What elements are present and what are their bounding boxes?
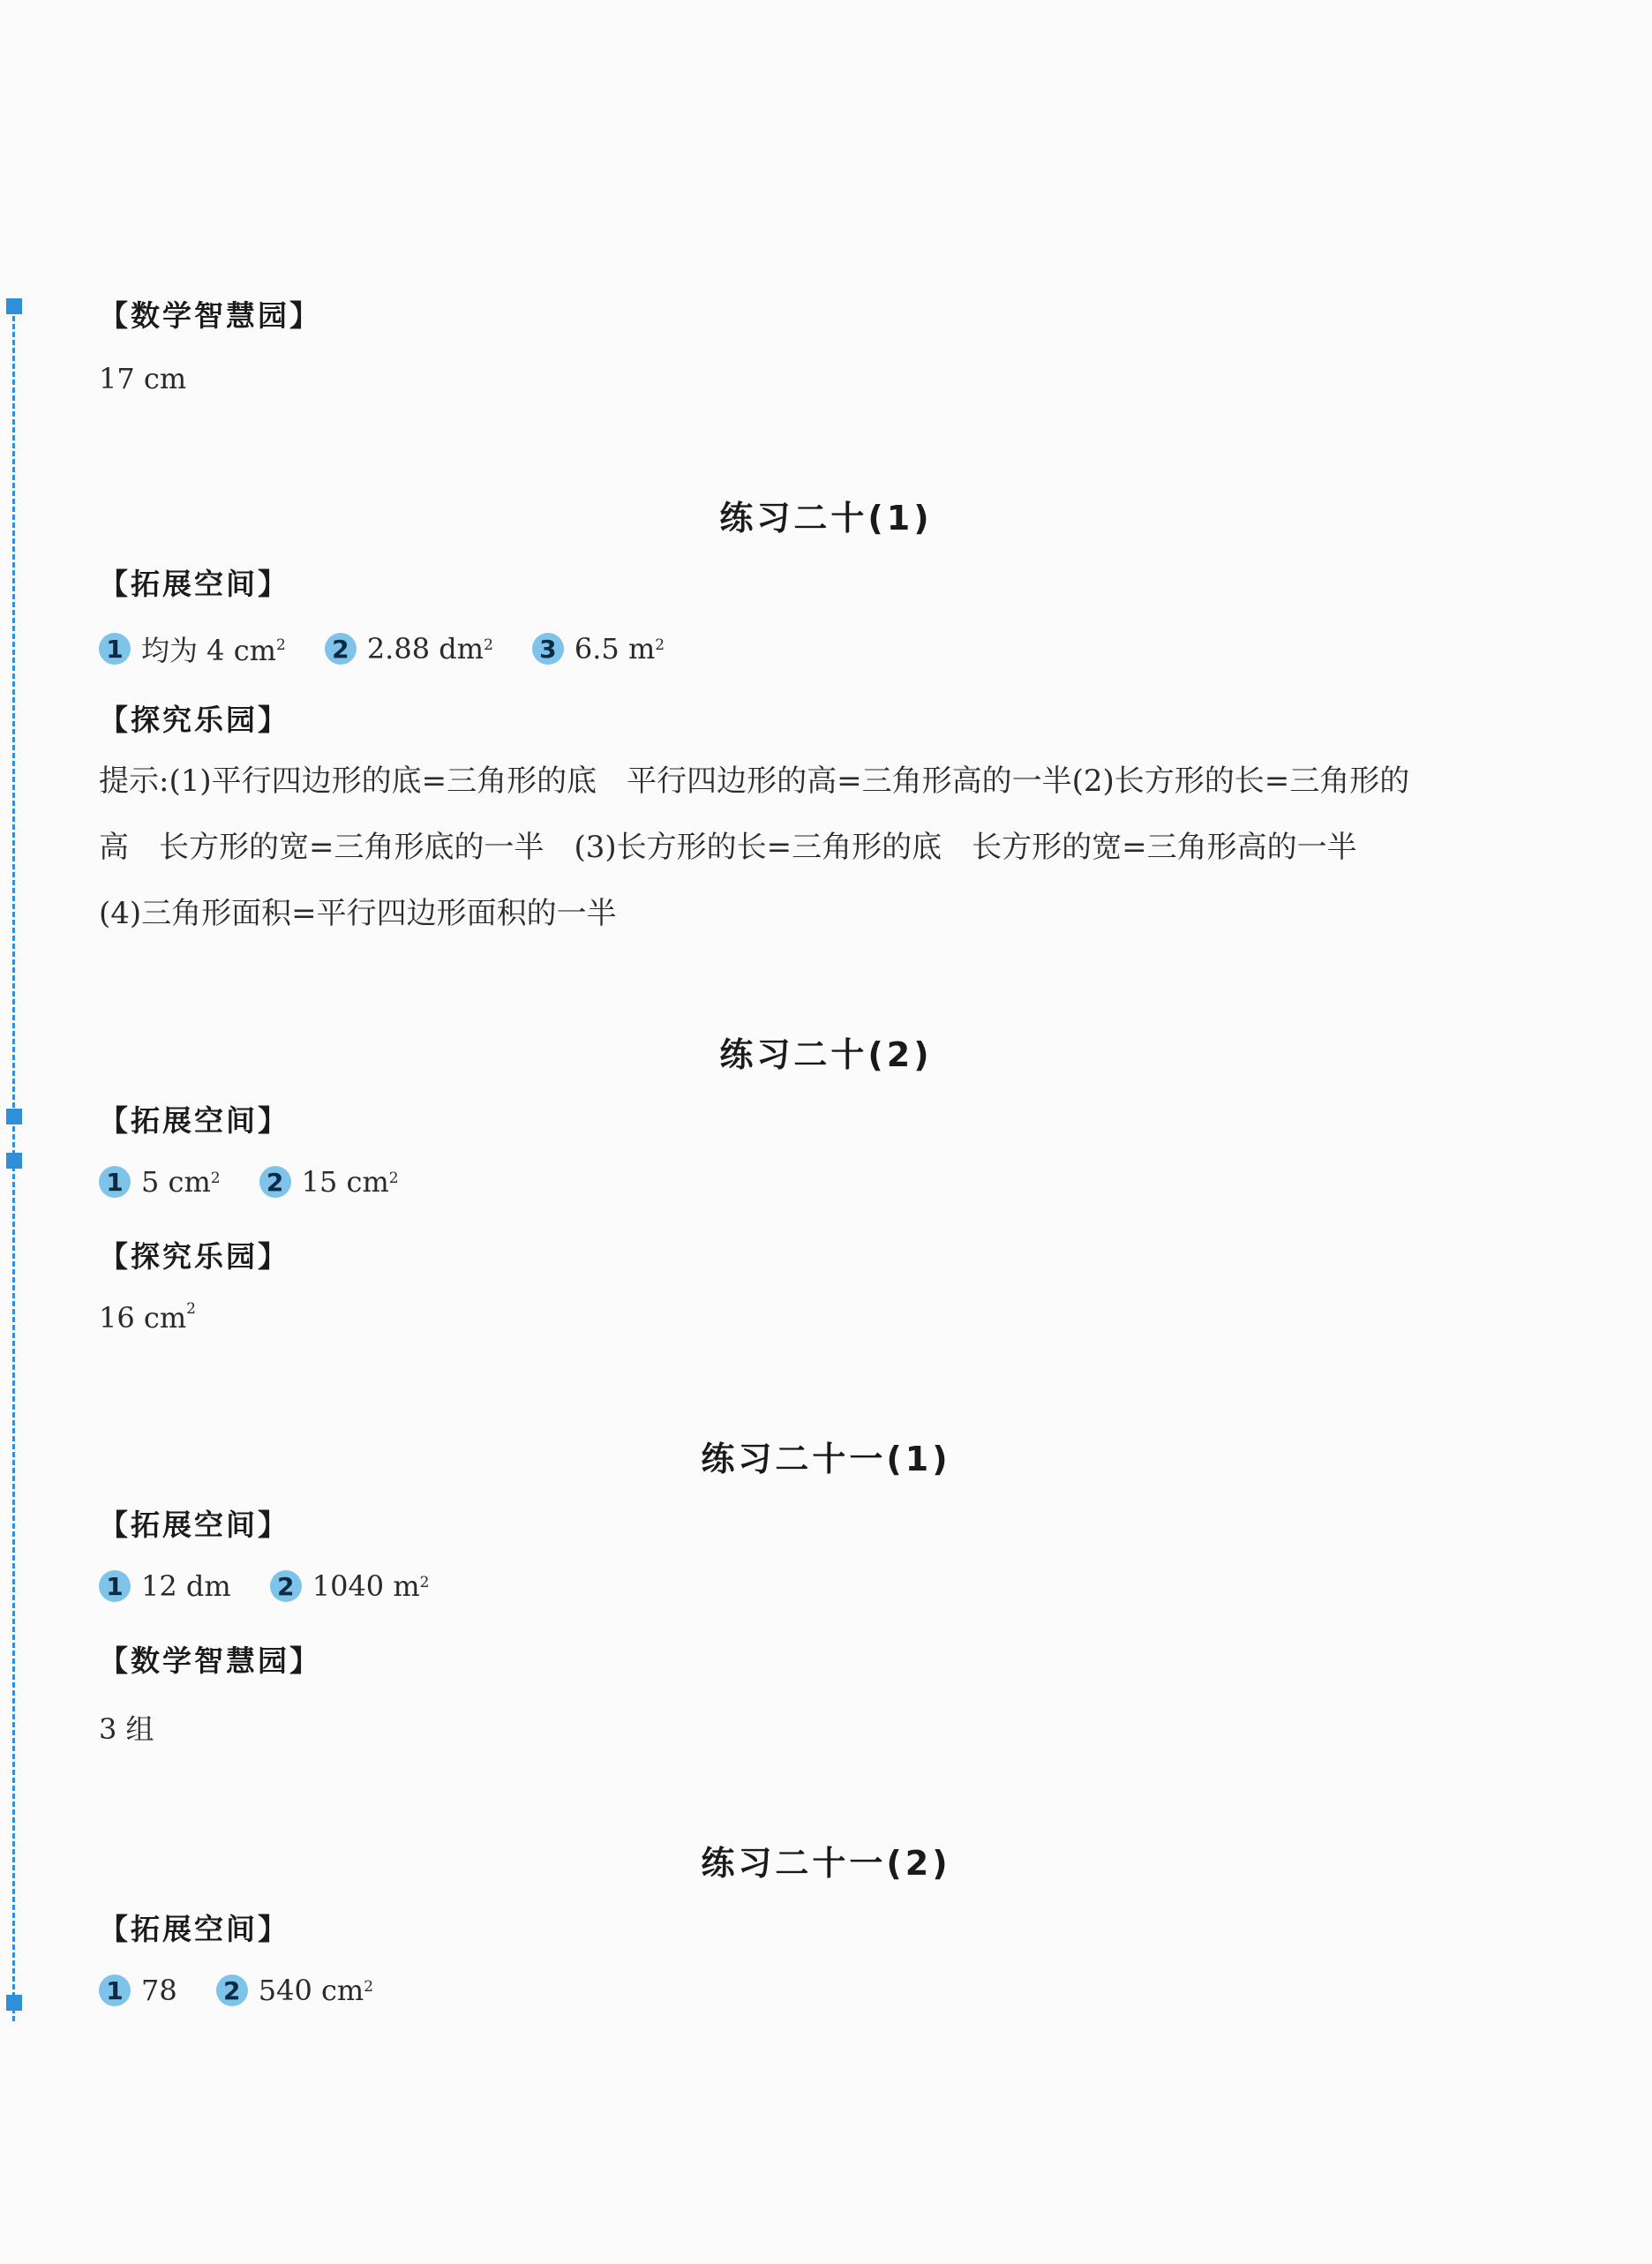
- binding-marker: [6, 298, 22, 314]
- answer-value: 均为 4 cm: [141, 634, 276, 667]
- answer-value: 6.5 m: [574, 632, 656, 666]
- section-label: 【数学智慧园】: [99, 298, 321, 333]
- question-number-badge: 1: [99, 1974, 131, 2006]
- superscript: 2: [275, 636, 286, 654]
- answer-row: [99, 628, 703, 669]
- exercise-title: 练习二十(1): [719, 499, 933, 538]
- answer-value: 15 cm: [301, 1165, 389, 1199]
- answer-item: [99, 1974, 177, 2007]
- superscript: 2: [419, 1574, 430, 1591]
- answer-item: [532, 632, 665, 666]
- answer-value: 5 cm: [141, 1165, 211, 1199]
- answer-item: [270, 1569, 430, 1603]
- binding-marker: [6, 1153, 22, 1169]
- superscript: 2: [388, 1170, 399, 1187]
- section-label: 【数学智慧园】: [99, 1643, 321, 1678]
- question-number-badge: 2: [259, 1166, 291, 1198]
- superscript: 2: [364, 1978, 374, 1996]
- question-number-badge: 2: [325, 633, 357, 665]
- exercise-title: 练习二十一(2): [701, 1844, 951, 1883]
- answer-value: 12 dm: [141, 1569, 231, 1603]
- answer-item: [259, 1165, 399, 1199]
- superscript: 2: [210, 1170, 221, 1187]
- binding-marker: [6, 1109, 22, 1124]
- binding-marker: [6, 1995, 22, 2011]
- section-label: 【探究乐园】: [99, 1239, 289, 1274]
- answer-value: 16 cm: [99, 1301, 187, 1335]
- answer-value: 78: [141, 1974, 177, 2007]
- question-number-badge: 1: [99, 1166, 131, 1198]
- question-number-badge: 1: [99, 1570, 131, 1602]
- section-label: 【拓展空间】: [99, 1912, 289, 1946]
- answer-row: [99, 1165, 438, 1199]
- question-number-badge: 2: [216, 1974, 248, 2006]
- section-label: 【拓展空间】: [99, 1508, 289, 1542]
- section-label: 【拓展空间】: [99, 567, 289, 601]
- question-number-badge: 2: [270, 1570, 302, 1602]
- answer-item: [325, 632, 493, 666]
- answer-value: 540 cm: [258, 1974, 364, 2007]
- answer-row: [99, 1974, 412, 2007]
- answer-text: 3 组: [99, 1712, 154, 1746]
- section-label: 【探究乐园】: [99, 703, 289, 737]
- hint-paragraph: 提示:(1)平行四边形的底=三角形的底 平行四边形的高=三角形高的一半(2)长方形的长=三角形的高 长方形的宽=三角形底的一半 (3)长方形的长=三角形的底 长方形的宽=三角形高的一半 (4)三角形面积=平行四边形面积的一半: [99, 763, 1410, 931]
- question-number-badge: 1: [99, 633, 131, 665]
- answer-item: [99, 1569, 231, 1603]
- exercise-title: 练习二十一(1): [701, 1440, 951, 1478]
- question-number-badge: 3: [532, 633, 564, 665]
- answer-item: [216, 1974, 373, 2007]
- answer-item: [99, 628, 286, 669]
- section-label: 【拓展空间】: [99, 1103, 289, 1138]
- answer-value: 2.88 dm: [366, 632, 484, 666]
- answer-value: 1040 m: [312, 1569, 420, 1603]
- superscript: 2: [484, 636, 493, 654]
- answer-item: [99, 1165, 221, 1199]
- answer-row: [99, 1569, 469, 1603]
- superscript: 2: [186, 1300, 196, 1319]
- answer-text: 17 cm: [99, 362, 187, 395]
- superscript: 2: [655, 636, 665, 654]
- answer-text: [99, 1301, 196, 1335]
- exercise-title: 练习二十(2): [719, 1035, 933, 1074]
